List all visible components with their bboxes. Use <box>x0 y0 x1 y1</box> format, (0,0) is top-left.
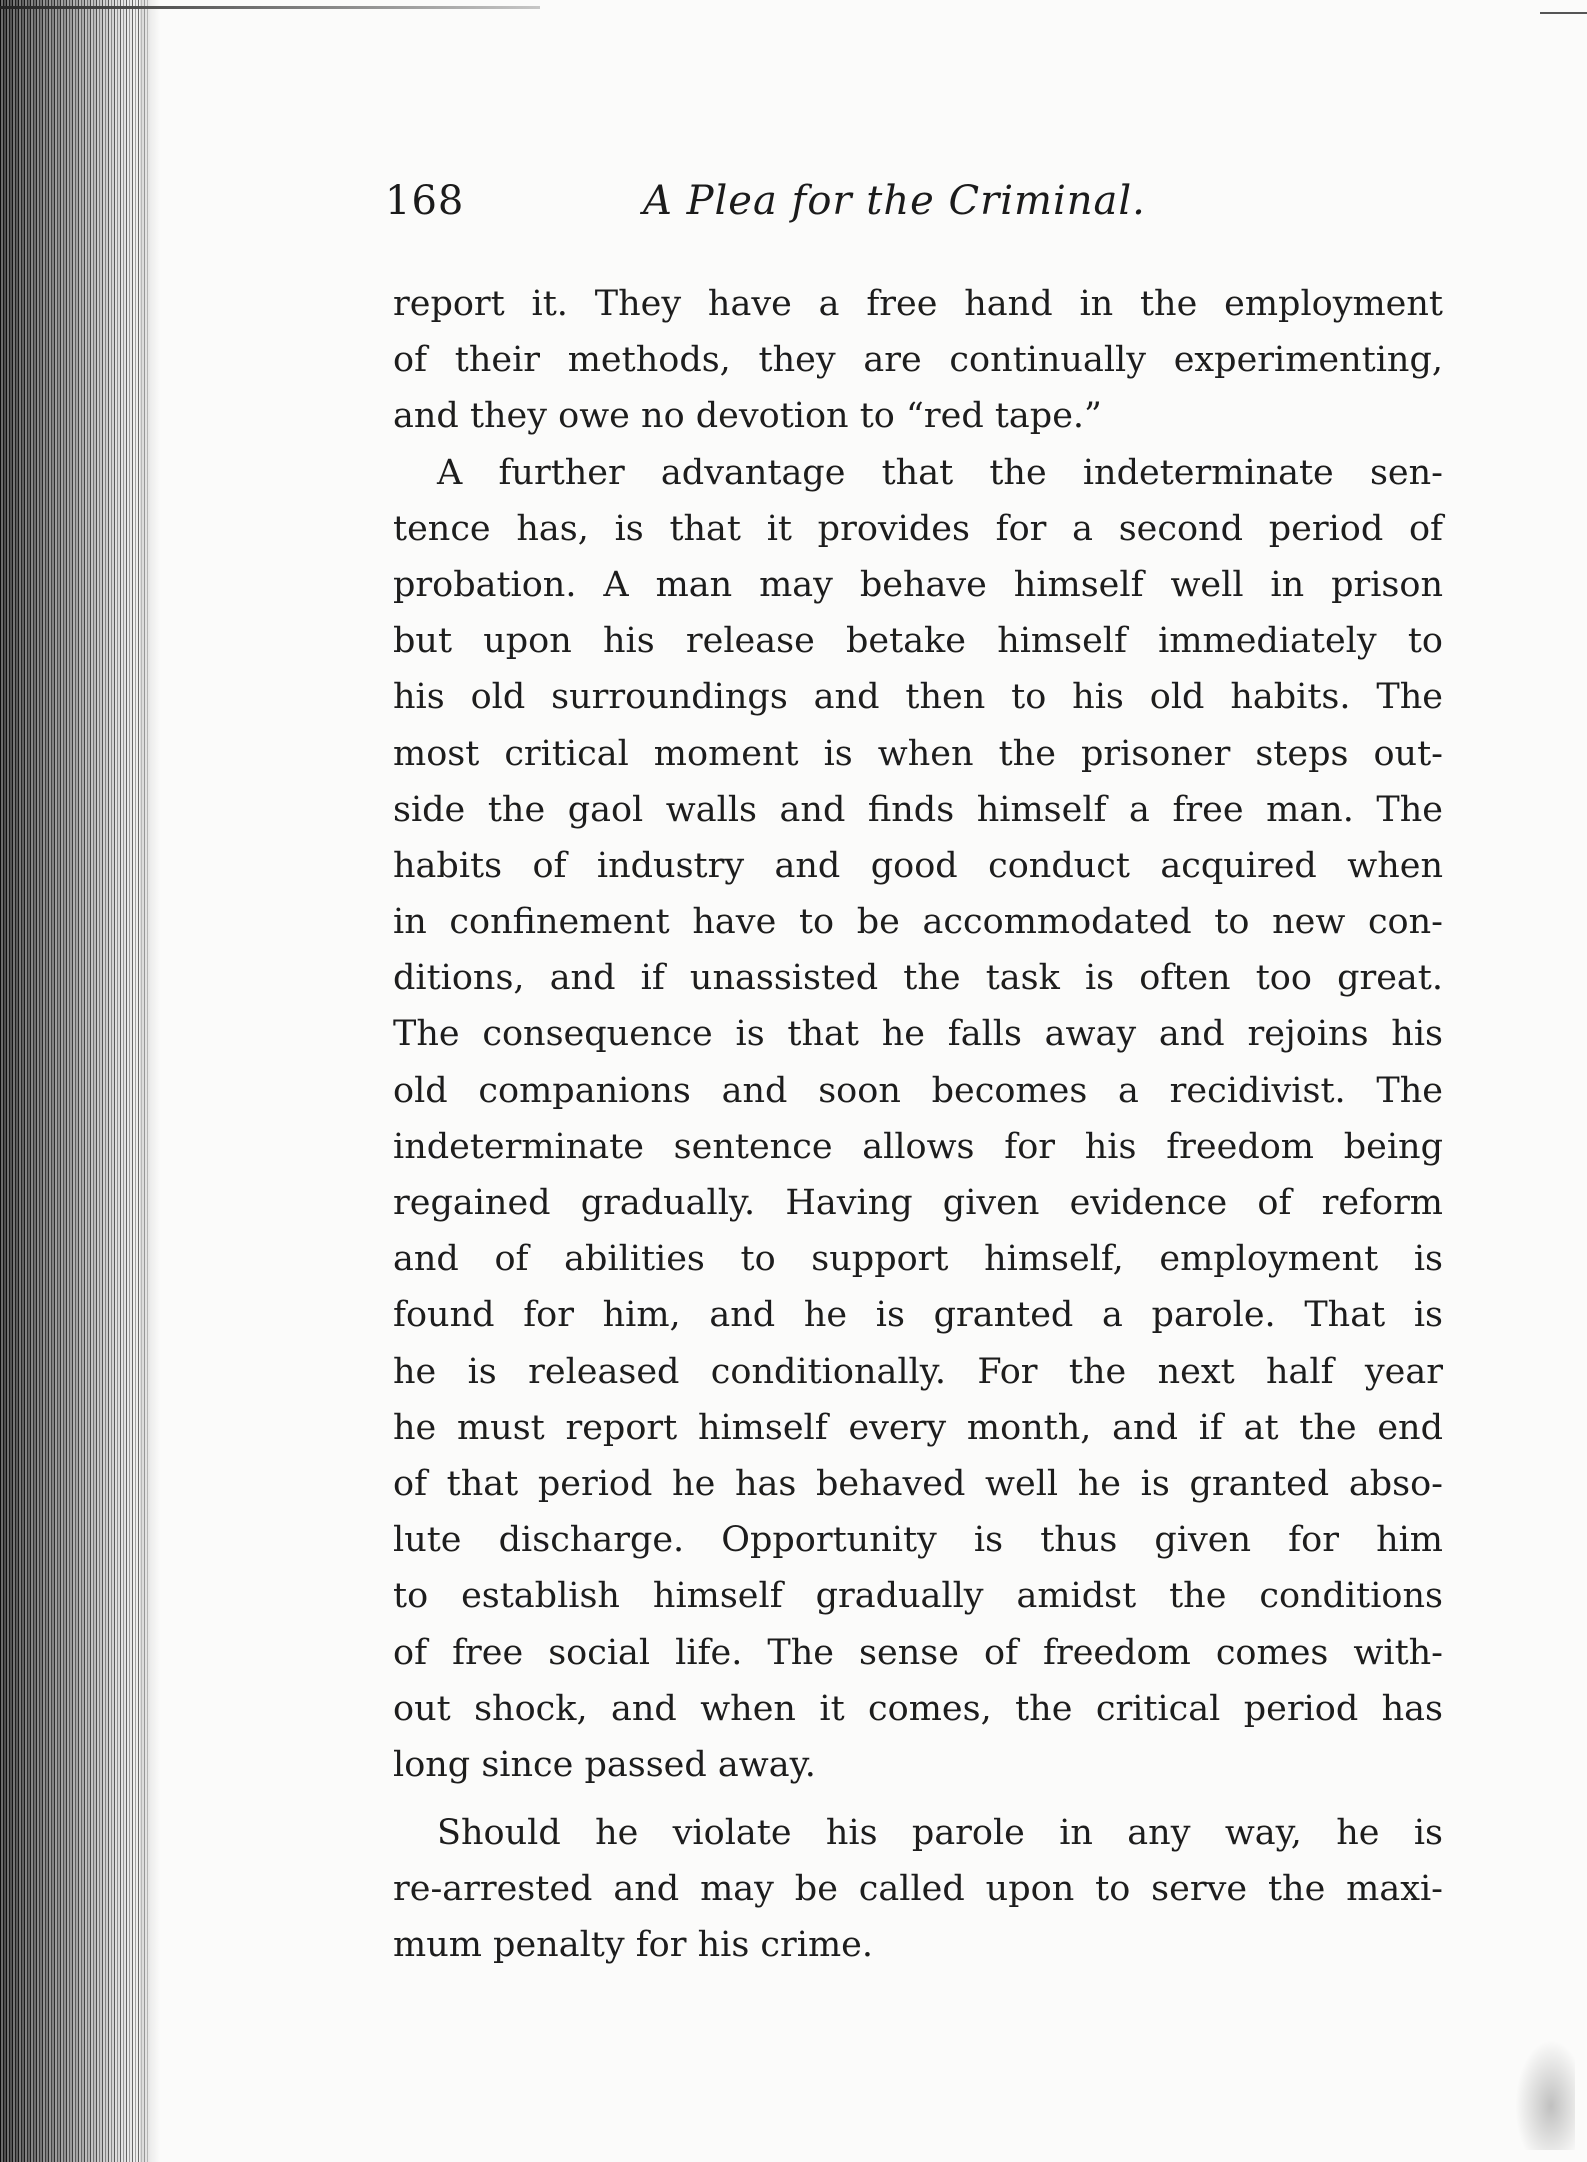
text-line: and of abilities to support himself, employment is <box>393 1239 1443 1280</box>
text-line: lute discharge. Opportunity is thus given for him <box>393 1520 1443 1561</box>
text-line: old companions and soon becomes a recidivist. The <box>393 1070 1443 1111</box>
text-line: habits of industry and good conduct acquired when <box>393 845 1443 886</box>
text-line: of their methods, they are continually experimenting, <box>393 340 1443 381</box>
text-line: re-arrested and may be called upon to serve the maxi- <box>393 1869 1443 1910</box>
body-text <box>393 276 1443 1974</box>
text-line: regained gradually. Having given evidence of reform <box>393 1183 1443 1223</box>
text-line: mum penalty for his crime. <box>393 1925 873 1966</box>
text-line: to establish himself gradually amidst the conditions <box>393 1576 1443 1617</box>
paragraph-gap <box>393 1793 1443 1805</box>
text-line: most critical moment is when the prisoner steps out- <box>393 733 1443 774</box>
text-line: Should he violate his parole in any way, he is <box>437 1813 1443 1854</box>
text-line: but upon his release betake himself immediately to <box>393 621 1443 662</box>
text-line: found for him, and he is granted a parole. That is <box>393 1295 1443 1336</box>
text-line: tence has, is that it provides for a second period of <box>393 508 1443 549</box>
text-line: indeterminate sentence allows for his freedom being <box>393 1126 1443 1167</box>
text-line: of free social life. The sense of freedom comes with- <box>393 1632 1443 1673</box>
text-line: probation. A man may behave himself well in prison <box>393 564 1443 605</box>
text-line: out shock, and when it comes, the critical period has <box>393 1688 1443 1729</box>
page-number: 168 <box>385 178 465 224</box>
book-gutter-shadow <box>0 0 150 2162</box>
text-line: in confinement have to be accommodated to new con- <box>393 902 1443 943</box>
corner-smudge <box>1515 2040 1575 2150</box>
text-line: long since passed away. <box>393 1744 816 1785</box>
text-line: of that period he has behaved well he is granted abso- <box>393 1463 1443 1504</box>
text-line: he must report himself every month, and if at the end <box>393 1407 1443 1448</box>
text-line: side the gaol walls and finds himself a free man. The <box>393 789 1443 830</box>
text-line: and they owe no devotion to “red tape.” <box>393 396 1102 437</box>
running-title: A Plea for the Criminal. <box>643 178 1146 224</box>
gutter-edge <box>140 0 160 2162</box>
running-header <box>385 178 1245 238</box>
text-line: he is released conditionally. For the next half year <box>393 1351 1443 1392</box>
top-edge-rule <box>0 6 540 9</box>
text-line: report it. They have a free hand in the employment <box>393 284 1443 324</box>
text-line: his old surroundings and then to his old habits. The <box>393 677 1443 718</box>
text-line: The consequence is that he falls away and rejoins his <box>393 1014 1443 1055</box>
top-right-rule <box>1540 12 1587 14</box>
text-line: ditions, and if unassisted the task is often too great. <box>393 958 1443 999</box>
text-line: A further advantage that the indeterminate sen- <box>437 452 1443 493</box>
